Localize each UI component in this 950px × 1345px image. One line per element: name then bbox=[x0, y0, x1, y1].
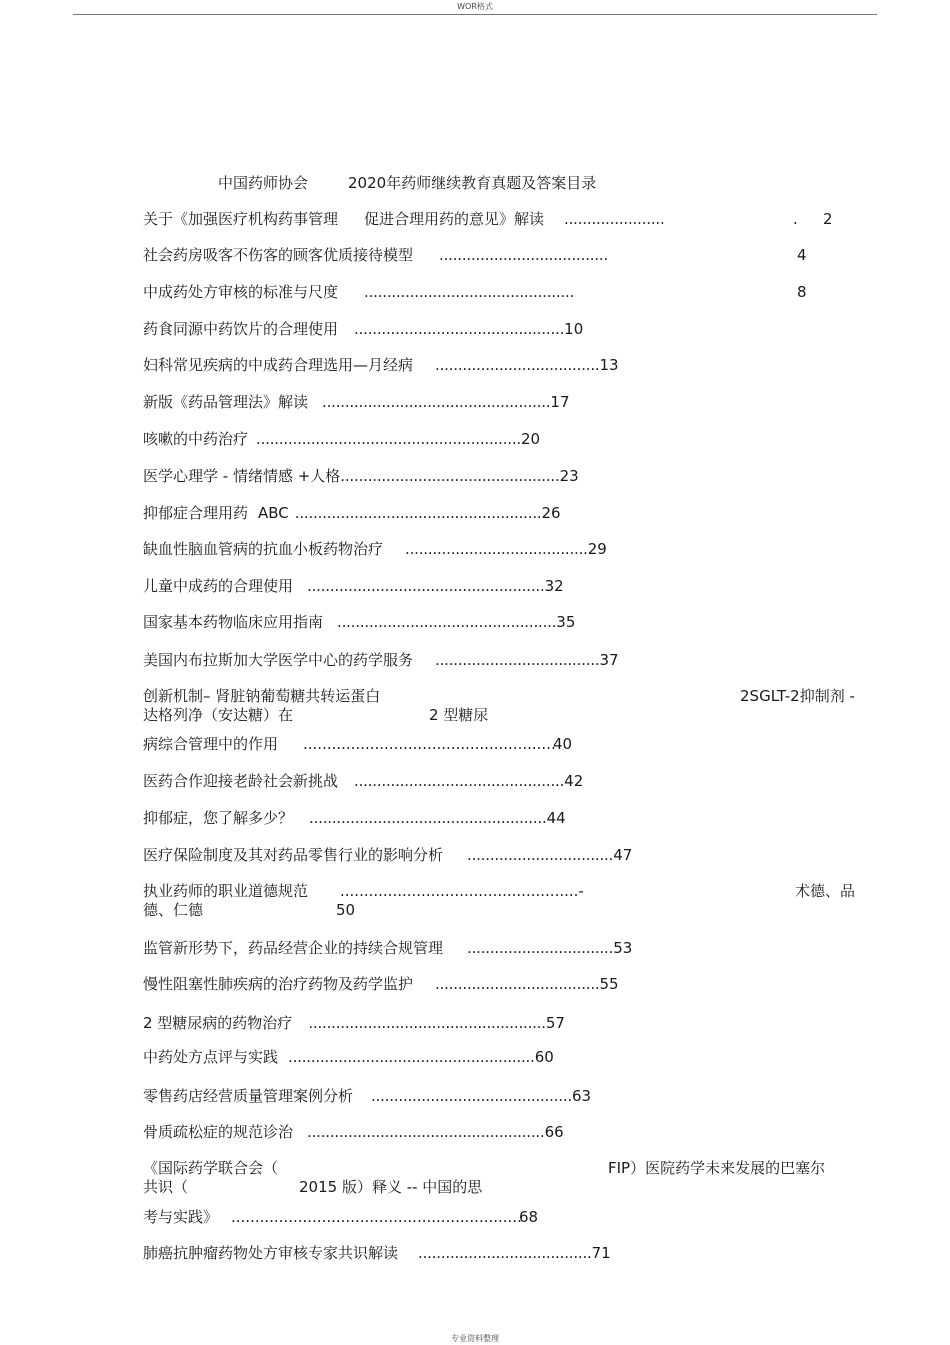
toc-leader: . bbox=[793, 210, 798, 228]
toc-entry-title: 咳嗽的中药治疗 bbox=[143, 430, 249, 448]
toc-entry-title: 术德、品 bbox=[795, 882, 856, 900]
toc-entry-title: 骨质疏松症的规范诊治 bbox=[143, 1123, 294, 1141]
toc-entry-title: 医疗保险制度及其对药品零售行业的影响分析 bbox=[143, 846, 444, 864]
toc-entry[interactable] bbox=[143, 504, 873, 523]
toc-entry[interactable] bbox=[143, 1123, 873, 1142]
toc-page-number: 17 bbox=[550, 393, 570, 411]
toc-entry[interactable] bbox=[143, 283, 873, 302]
toc-entry-title: 关于《加强医疗机构药事管理 bbox=[143, 210, 339, 228]
toc-entry[interactable] bbox=[143, 1014, 873, 1033]
toc-page-number: 32 bbox=[544, 577, 564, 595]
toc-entry[interactable] bbox=[143, 975, 873, 994]
toc-entry-title: 共识（ bbox=[143, 1178, 189, 1196]
toc-leader: .................................................... bbox=[309, 809, 547, 827]
toc-entry[interactable] bbox=[143, 540, 873, 559]
toc-entry[interactable] bbox=[143, 1159, 873, 1229]
toc-entry-title: 肺癌抗肿瘤药物处方审核专家共识解读 bbox=[143, 1244, 399, 1262]
toc-entry[interactable] bbox=[143, 772, 873, 791]
toc-leader: ................................ bbox=[467, 846, 614, 864]
toc-page-number: 20 bbox=[520, 430, 541, 448]
toc-entry[interactable] bbox=[143, 430, 873, 449]
toc-page-number: 60 bbox=[534, 1048, 554, 1066]
toc-page-number: 53 bbox=[613, 939, 633, 957]
toc-page-number: 71 bbox=[591, 1244, 611, 1262]
toc-leader: .................................... bbox=[435, 651, 600, 669]
toc-page-number: 35 bbox=[556, 613, 576, 631]
toc-page-number: 47 bbox=[613, 846, 633, 864]
toc-entry-title: 社会药房吸客不伤客的顾客优质接待模型 bbox=[143, 246, 414, 264]
toc-leader: ...................................... bbox=[418, 1244, 592, 1262]
toc-entry-title: 《国际药学联合会（ bbox=[143, 1159, 279, 1177]
title-main: 2020年药师继续教育真题及答案目录 bbox=[348, 174, 597, 192]
toc-leader: ........................................ bbox=[405, 540, 588, 558]
toc-page-number: 23 bbox=[559, 467, 579, 485]
toc-page-number: 44 bbox=[546, 809, 566, 827]
toc-entry-title: 2015 版）释义 -- 中国的思 bbox=[299, 1178, 483, 1196]
toc-entry[interactable] bbox=[143, 613, 873, 632]
toc-page-number: 26 bbox=[541, 504, 561, 522]
toc-entry[interactable] bbox=[143, 210, 873, 229]
toc-entry-title: 病综合管理中的作用 bbox=[143, 735, 279, 753]
header-rule bbox=[73, 14, 877, 15]
toc-entry-title: 零售药店经营质量管理案例分析 bbox=[143, 1087, 354, 1105]
title-organization: 中国药师协会 bbox=[218, 174, 309, 192]
toc-page-number: 55 bbox=[599, 975, 619, 993]
toc-leader: ................................................ bbox=[337, 613, 557, 631]
toc-leader: .................................................... bbox=[307, 1123, 545, 1141]
toc-entry[interactable] bbox=[143, 467, 873, 486]
toc-leader: .................................................. bbox=[322, 393, 551, 411]
toc-leader: ...................................................... bbox=[294, 504, 542, 522]
toc-leader: .............................................. bbox=[364, 283, 575, 301]
toc-entry[interactable] bbox=[143, 687, 873, 757]
toc-page-number: 37 bbox=[599, 651, 619, 669]
toc-page-number: 40 bbox=[553, 735, 573, 753]
toc-entry[interactable] bbox=[143, 393, 873, 412]
toc-entry-title: 达格列净（安达糖）在 bbox=[143, 706, 294, 724]
toc-title bbox=[218, 172, 596, 193]
toc-leader: ..................................................- bbox=[340, 882, 584, 900]
toc-entry[interactable] bbox=[143, 1048, 873, 1067]
toc-page-number: 42 bbox=[564, 772, 584, 790]
toc-entry-title: 国家基本药物临床应用指南 bbox=[143, 613, 324, 631]
toc-entry[interactable] bbox=[143, 577, 873, 596]
toc-leader: ............................................ bbox=[371, 1087, 573, 1105]
toc-entry-title: FIP）医院药学未来发展的巴塞尔 bbox=[608, 1159, 826, 1177]
page-footer: 专业资料整理 bbox=[451, 1334, 499, 1343]
toc-entry-title: 儿童中成药的合理使用 bbox=[143, 577, 294, 595]
toc-entry-title: 医药合作迎接老龄社会新挑战 bbox=[143, 772, 339, 790]
toc-entry-title: 德、仁德 bbox=[143, 901, 204, 919]
toc-page-number: 68 bbox=[519, 1208, 539, 1226]
toc-leader: ..................................... bbox=[439, 246, 609, 264]
toc-page-number: 50 bbox=[336, 901, 356, 919]
toc-leader: .............................................. bbox=[354, 772, 565, 790]
toc-entry-title: 医学心理学 - 情绪情感 +人格 bbox=[143, 467, 341, 485]
toc-leader: ...................................................... bbox=[288, 1048, 535, 1066]
toc-leader: ................................................ bbox=[340, 467, 560, 485]
toc-leader: ................................ bbox=[467, 939, 614, 957]
toc-page-number: 29 bbox=[587, 540, 607, 558]
toc-entry[interactable] bbox=[143, 1087, 873, 1106]
toc-entry[interactable] bbox=[143, 1244, 873, 1263]
toc-entry[interactable] bbox=[143, 320, 873, 339]
toc-leader: ...................... bbox=[564, 210, 665, 228]
toc-leader: .................................................... bbox=[308, 1014, 546, 1032]
toc-entry-title: 2SGLT-2抑制剂 - bbox=[740, 687, 855, 705]
toc-entry-title: 药食同源中药饮片的合理使用 bbox=[143, 320, 339, 338]
toc-entry-title: 中成药处方审核的标准与尺度 bbox=[143, 283, 339, 301]
toc-entry-title: 促进合理用药的意见》解读 bbox=[364, 210, 545, 228]
toc-leader: ..................................................... bbox=[303, 735, 556, 753]
toc-entry-title: 缺血性脑血管病的抗血小板药物治疗 bbox=[143, 540, 384, 558]
toc-entry-title: 2 型糖尿病的药物治疗 bbox=[143, 1014, 293, 1032]
toc-entry-title: 抑郁症合理用药 bbox=[143, 504, 249, 522]
toc-page-number: 10 bbox=[564, 320, 584, 338]
toc-entry-title: 慢性阻塞性肺疾病的治疗药物及药学监护 bbox=[143, 975, 414, 993]
toc-page-number: 63 bbox=[572, 1087, 592, 1105]
toc-entry[interactable] bbox=[143, 651, 873, 670]
toc-entry[interactable] bbox=[143, 246, 873, 265]
toc-entry-title: 2 型糖尿 bbox=[429, 706, 489, 724]
toc-page-number: 4 bbox=[797, 246, 807, 264]
toc-entry-title: 监管新形势下，药品经营企业的持续合规管理 bbox=[143, 939, 444, 957]
toc-entry-title: ABC bbox=[258, 504, 289, 522]
toc-leader: .................................................... bbox=[307, 577, 545, 595]
toc-leader: .......................................................... bbox=[256, 430, 521, 448]
toc-entry[interactable] bbox=[143, 356, 873, 375]
toc-page-number: 66 bbox=[544, 1123, 564, 1141]
toc-page-number: 2 bbox=[823, 210, 833, 228]
toc-entry-title: 抑郁症，您了解多少？ bbox=[143, 809, 294, 827]
toc-entry[interactable] bbox=[143, 939, 873, 958]
toc-page-number: 57 bbox=[545, 1014, 565, 1032]
toc-leader: ............................................................. bbox=[231, 1208, 522, 1226]
page-header: WOR格式 bbox=[457, 2, 493, 11]
toc-leader: .................................... bbox=[435, 975, 600, 993]
toc-leader: .............................................. bbox=[354, 320, 565, 338]
toc-entry[interactable] bbox=[143, 846, 873, 865]
toc-page-number: 8 bbox=[797, 283, 807, 301]
toc-entry[interactable] bbox=[143, 882, 873, 922]
toc-entry[interactable] bbox=[143, 809, 873, 828]
toc-entry-title: 新版《药品管理法》解读 bbox=[143, 393, 309, 411]
toc-entry-title: 中药处方点评与实践 bbox=[143, 1048, 279, 1066]
toc-page-number: 13 bbox=[599, 356, 619, 374]
toc-leader: .................................... bbox=[435, 356, 600, 374]
toc-entry-title: 美国内布拉斯加大学医学中心的药学服务 bbox=[143, 651, 414, 669]
toc-entry-title: 创新机制– 肾脏钠葡萄糖共转运蛋白 bbox=[143, 687, 381, 705]
toc-entry-title: 执业药师的职业道德规范 bbox=[143, 882, 309, 900]
toc-entry-title: 考与实践》 bbox=[143, 1208, 219, 1226]
toc-entry-title: 妇科常见疾病的中成药合理选用—月经病 bbox=[143, 356, 414, 374]
